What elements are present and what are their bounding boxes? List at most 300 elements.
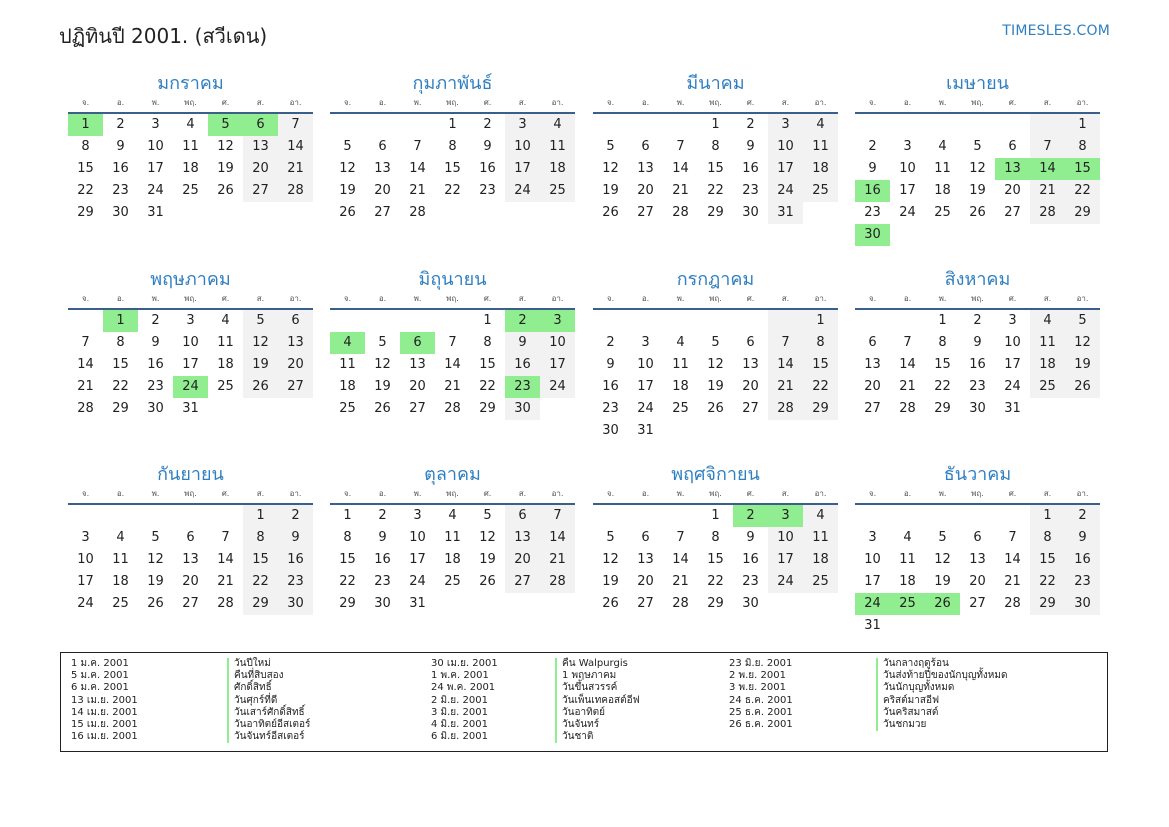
day-cell: 4 [540, 114, 575, 136]
day-cell: 23 [602, 401, 619, 416]
month-name: กันยายน [157, 464, 224, 485]
legend-date: 2 พ.ย. 2001 [729, 670, 786, 682]
weekday-label: ศ. [483, 98, 492, 107]
month-name: เมษายน [946, 73, 1009, 94]
weekday-label: อา. [814, 489, 827, 498]
day-cell: 31 [409, 596, 426, 611]
day-cell: 16 [742, 552, 759, 567]
day-cell: 6 [641, 530, 650, 545]
day-cell: 29 [479, 401, 496, 416]
empty-cell [960, 114, 995, 136]
day-cell: 12 [707, 357, 724, 372]
weekday-label: พฤ. [709, 489, 722, 498]
empty-cell [768, 593, 803, 615]
holiday-day-cell: 3 [768, 505, 803, 527]
empty-cell [435, 202, 470, 224]
day-cell: 13 [864, 357, 881, 372]
weekday-label: จ. [868, 98, 877, 107]
day-cell: 17 [147, 161, 164, 176]
day-cell: 3 [1008, 313, 1017, 328]
day-cell: 2 [116, 117, 125, 132]
empty-cell [208, 202, 243, 224]
day-cell: 20 [505, 549, 540, 571]
weekday-label: ส. [256, 294, 265, 303]
weekday-label: พฤ. [971, 98, 984, 107]
empty-cell [663, 420, 698, 442]
day-cell: 20 [969, 574, 986, 589]
holiday-day-cell: 13 [995, 158, 1030, 180]
empty-cell [803, 593, 838, 615]
day-cell: 9 [746, 139, 755, 154]
day-cell: 16 [278, 549, 313, 571]
weekday-header [330, 292, 575, 310]
day-cell: 4 [116, 530, 125, 545]
holiday-day-cell: 6 [243, 114, 278, 136]
legend-holiday-name: คริสต์มาสอีฟ [876, 695, 1008, 707]
day-cell: 24 [147, 183, 164, 198]
legend-date: 24 ธ.ค. 2001 [729, 694, 793, 706]
legend-dates-col-1 [71, 658, 138, 743]
day-cell: 25 [803, 571, 838, 593]
holiday-day-cell: 24 [855, 593, 890, 615]
day-cell: 4 [803, 505, 838, 527]
day-cell: 10 [77, 552, 94, 567]
empty-cell [243, 398, 278, 420]
empty-cell [540, 202, 575, 224]
empty-cell [505, 202, 540, 224]
day-cell: 30 [969, 401, 986, 416]
legend-date: 1 ม.ค. 2001 [71, 658, 129, 669]
day-cell: 24 [768, 571, 803, 593]
day-cell: 27 [1004, 205, 1021, 220]
empty-cell [208, 505, 243, 527]
day-cell: 30 [278, 593, 313, 615]
weekday-label: พ. [676, 294, 685, 303]
day-cell: 10 [182, 335, 199, 350]
weekday-label: อา. [814, 294, 827, 303]
weekday-label: พ. [676, 489, 685, 498]
day-cell: 20 [637, 183, 654, 198]
month-12 [855, 463, 1100, 637]
day-cell: 6 [378, 139, 387, 154]
weekday-label: พฤ. [184, 98, 197, 107]
day-cell: 5 [343, 139, 352, 154]
day-cell: 29 [339, 596, 356, 611]
day-cell: 5 [483, 508, 492, 523]
day-cell: 12 [479, 530, 496, 545]
day-cell: 23 [479, 183, 496, 198]
empty-cell [995, 505, 1030, 527]
day-cell: 5 [938, 530, 947, 545]
weekday-label: ส. [518, 294, 527, 303]
weekday-label: พ. [151, 294, 160, 303]
day-cell: 29 [934, 401, 951, 416]
month-name: มกราคม [157, 73, 224, 94]
empty-cell [925, 224, 960, 246]
day-cell: 21 [1004, 574, 1021, 589]
day-cell: 25 [934, 205, 951, 220]
empty-cell [890, 224, 925, 246]
legend-date: 6 ม.ค. 2001 [71, 682, 129, 694]
day-cell: 20 [864, 379, 881, 394]
legend-dates-col-3 [729, 658, 793, 731]
empty-cell [68, 505, 103, 527]
weekday-label: ศ. [746, 98, 755, 107]
day-cell: 7 [768, 332, 803, 354]
day-cell: 22 [112, 379, 129, 394]
weekday-label: อ. [903, 489, 912, 498]
day-cell: 26 [217, 183, 234, 198]
empty-cell [733, 310, 768, 332]
day-cell: 8 [938, 335, 947, 350]
day-cell: 6 [186, 530, 195, 545]
day-cell: 17 [864, 574, 881, 589]
empty-cell [435, 593, 470, 615]
day-cell: 28 [768, 398, 803, 420]
day-cell: 10 [409, 530, 426, 545]
day-grid [68, 310, 313, 420]
holiday-day-cell: 14 [1030, 158, 1065, 180]
day-cell: 20 [182, 574, 199, 589]
weekday-label: พ. [413, 98, 422, 107]
day-cell: 9 [483, 139, 492, 154]
empty-cell [365, 114, 400, 136]
day-cell: 13 [243, 136, 278, 158]
day-cell: 3 [903, 139, 912, 154]
day-cell: 4 [186, 117, 195, 132]
day-cell: 16 [602, 379, 619, 394]
empty-cell [435, 310, 470, 332]
day-cell: 27 [182, 596, 199, 611]
day-cell: 5 [711, 335, 720, 350]
day-cell: 15 [1030, 549, 1065, 571]
weekday-header [68, 292, 313, 310]
day-cell: 3 [768, 114, 803, 136]
day-cell: 18 [803, 549, 838, 571]
day-cell: 5 [243, 310, 278, 332]
weekday-header [593, 96, 838, 114]
weekday-label: จ. [81, 294, 90, 303]
holiday-day-cell: 26 [925, 593, 960, 615]
day-cell: 3 [868, 530, 877, 545]
day-cell: 17 [637, 379, 654, 394]
legend-date: 1 พ.ค. 2001 [431, 670, 489, 682]
weekday-label: ส. [781, 294, 790, 303]
weekday-label: ศ. [221, 294, 230, 303]
legend-names-col-3 [876, 658, 1008, 731]
empty-cell [663, 310, 698, 332]
day-cell: 8 [711, 139, 720, 154]
month-3 [593, 72, 838, 224]
weekday-label: อา. [1076, 489, 1089, 498]
day-cell: 8 [243, 527, 278, 549]
day-cell: 11 [934, 161, 951, 176]
month-name: กุมภาพันธ์ [412, 73, 493, 94]
month-name: กรกฎาคม [676, 269, 755, 290]
empty-cell [995, 224, 1030, 246]
empty-cell [803, 202, 838, 224]
day-cell: 1 [483, 313, 492, 328]
empty-cell [1030, 224, 1065, 246]
legend-names-col-1 [227, 658, 310, 743]
day-cell: 30 [112, 205, 129, 220]
day-cell: 12 [969, 161, 986, 176]
weekday-label: พฤ. [446, 489, 459, 498]
day-cell: 2 [746, 117, 755, 132]
weekday-label: ส. [256, 489, 265, 498]
day-cell: 2 [606, 335, 615, 350]
weekday-label: อา. [1076, 98, 1089, 107]
empty-cell [803, 420, 838, 442]
day-cell: 30 [374, 596, 391, 611]
day-cell: 13 [969, 552, 986, 567]
legend-holiday-name: วันจันทร์อีสเตอร์ [227, 731, 310, 743]
empty-cell [1030, 398, 1065, 420]
weekday-label: พ. [676, 98, 685, 107]
empty-cell [593, 114, 628, 136]
weekday-label: ส. [1043, 98, 1052, 107]
day-cell: 1 [343, 508, 352, 523]
day-cell: 23 [112, 183, 129, 198]
empty-cell [208, 398, 243, 420]
empty-cell [628, 114, 663, 136]
weekday-label: ศ. [746, 489, 755, 498]
day-cell: 16 [479, 161, 496, 176]
weekday-label: ส. [1043, 489, 1052, 498]
day-cell: 21 [444, 379, 461, 394]
day-cell: 9 [606, 357, 615, 372]
day-cell: 23 [742, 183, 759, 198]
day-cell: 19 [707, 379, 724, 394]
day-cell: 12 [602, 552, 619, 567]
day-cell: 14 [899, 357, 916, 372]
weekday-label: จ. [606, 489, 615, 498]
day-grid [855, 505, 1100, 637]
weekday-label: พฤ. [709, 294, 722, 303]
weekday-label: พ. [413, 294, 422, 303]
weekday-header [593, 292, 838, 310]
day-cell: 6 [973, 530, 982, 545]
day-cell: 8 [711, 530, 720, 545]
day-cell: 25 [803, 180, 838, 202]
empty-cell [68, 310, 103, 332]
day-cell: 18 [182, 161, 199, 176]
day-grid [855, 310, 1100, 420]
day-cell: 29 [112, 401, 129, 416]
month-11 [593, 463, 838, 615]
legend-holiday-name: วันจันทร์ [555, 719, 640, 731]
day-cell: 21 [768, 376, 803, 398]
weekday-label: พ. [151, 98, 160, 107]
day-cell: 3 [413, 508, 422, 523]
weekday-label: ส. [518, 489, 527, 498]
day-cell: 22 [1065, 180, 1100, 202]
holiday-day-cell: 16 [855, 180, 890, 202]
day-cell: 29 [803, 398, 838, 420]
day-cell: 11 [444, 530, 461, 545]
weekday-label: จ. [81, 98, 90, 107]
day-cell: 31 [768, 202, 803, 224]
day-cell: 12 [339, 161, 356, 176]
holiday-day-cell: 4 [330, 332, 365, 354]
day-cell: 27 [637, 205, 654, 220]
weekday-label: อ. [903, 294, 912, 303]
day-cell: 26 [602, 205, 619, 220]
empty-cell [628, 310, 663, 332]
weekday-label: ส. [1043, 294, 1052, 303]
day-cell: 10 [147, 139, 164, 154]
empty-cell [855, 310, 890, 332]
empty-cell [890, 615, 925, 637]
weekday-label: ส. [256, 98, 265, 107]
day-cell: 2 [378, 508, 387, 523]
weekday-label: ศ. [1008, 489, 1017, 498]
legend-date: 25 ธ.ค. 2001 [729, 706, 793, 718]
day-cell: 26 [339, 205, 356, 220]
day-cell: 26 [147, 596, 164, 611]
empty-cell [628, 505, 663, 527]
day-cell: 28 [409, 205, 426, 220]
holiday-day-cell: 1 [68, 114, 103, 136]
day-cell: 19 [217, 161, 234, 176]
day-cell: 26 [707, 401, 724, 416]
month-10 [330, 463, 575, 615]
weekday-label: พฤ. [184, 489, 197, 498]
day-cell: 5 [973, 139, 982, 154]
legend-holiday-name: ศักดิ์สิทธิ์ [227, 682, 310, 694]
day-cell: 14 [768, 354, 803, 376]
day-cell: 25 [182, 183, 199, 198]
legend-date: 23 มิ.ย. 2001 [729, 658, 793, 669]
day-cell: 19 [374, 379, 391, 394]
day-cell: 22 [77, 183, 94, 198]
day-cell: 28 [217, 596, 234, 611]
weekday-header [330, 487, 575, 505]
day-cell: 3 [505, 114, 540, 136]
day-cell: 21 [278, 158, 313, 180]
day-cell: 12 [147, 552, 164, 567]
empty-cell [1065, 398, 1100, 420]
day-cell: 12 [217, 139, 234, 154]
legend-holiday-name: วันชาติ [555, 731, 640, 743]
empty-cell [995, 114, 1030, 136]
day-cell: 17 [77, 574, 94, 589]
day-cell: 29 [77, 205, 94, 220]
day-cell: 9 [278, 527, 313, 549]
day-cell: 1 [938, 313, 947, 328]
day-cell: 8 [81, 139, 90, 154]
empty-cell [960, 224, 995, 246]
day-cell: 24 [768, 180, 803, 202]
day-grid [330, 505, 575, 615]
day-cell: 16 [969, 357, 986, 372]
weekday-label: อา. [551, 98, 564, 107]
day-cell: 1 [448, 117, 457, 132]
empty-cell [173, 505, 208, 527]
holiday-day-cell: 1 [103, 310, 138, 332]
day-cell: 24 [505, 180, 540, 202]
day-cell: 14 [672, 552, 689, 567]
empty-cell [540, 593, 575, 615]
empty-cell [470, 202, 505, 224]
day-cell: 18 [217, 357, 234, 372]
day-cell: 20 [243, 158, 278, 180]
day-cell: 19 [1065, 354, 1100, 376]
day-grid [593, 505, 838, 615]
day-grid [593, 310, 838, 442]
day-cell: 8 [116, 335, 125, 350]
day-cell: 31 [1004, 401, 1021, 416]
day-cell: 7 [448, 335, 457, 350]
holiday-day-cell: 3 [540, 310, 575, 332]
legend-date: 16 เม.ย. 2001 [71, 731, 138, 743]
day-cell: 6 [278, 310, 313, 332]
day-cell: 15 [803, 354, 838, 376]
empty-cell [855, 505, 890, 527]
weekday-label: จ. [868, 489, 877, 498]
legend-holiday-name: วันนักบุญทั้งหมด [876, 682, 1008, 694]
day-cell: 7 [676, 139, 685, 154]
weekday-label: ศ. [483, 294, 492, 303]
day-cell: 30 [742, 596, 759, 611]
day-cell: 15 [112, 357, 129, 372]
day-cell: 13 [742, 357, 759, 372]
day-cell: 18 [444, 552, 461, 567]
day-cell: 4 [803, 114, 838, 136]
day-cell: 14 [217, 552, 234, 567]
day-cell: 24 [1004, 379, 1021, 394]
weekday-label: จ. [81, 489, 90, 498]
empty-cell [365, 310, 400, 332]
day-cell: 9 [151, 335, 160, 350]
site-brand-link[interactable]: TIMESLES.COM [1002, 23, 1110, 39]
day-cell: 26 [1065, 376, 1100, 398]
weekday-label: พฤ. [709, 98, 722, 107]
weekday-label: อ. [116, 294, 125, 303]
weekday-header [68, 487, 313, 505]
day-cell: 15 [934, 357, 951, 372]
holiday-day-cell: 5 [208, 114, 243, 136]
day-cell: 29 [243, 593, 278, 615]
empty-cell [925, 615, 960, 637]
day-cell: 20 [637, 574, 654, 589]
day-cell: 15 [707, 552, 724, 567]
empty-cell [540, 398, 575, 420]
legend-holiday-name: วันชกมวย [876, 719, 1008, 731]
day-cell: 24 [899, 205, 916, 220]
empty-cell [925, 114, 960, 136]
weekday-label: อ. [641, 98, 650, 107]
day-cell: 25 [540, 180, 575, 202]
empty-cell [278, 398, 313, 420]
day-cell: 19 [339, 183, 356, 198]
day-cell: 28 [444, 401, 461, 416]
day-cell: 18 [934, 183, 951, 198]
day-cell: 21 [899, 379, 916, 394]
empty-cell [698, 420, 733, 442]
day-cell: 13 [409, 357, 426, 372]
day-cell: 24 [540, 376, 575, 398]
day-cell: 2 [1065, 505, 1100, 527]
day-cell: 25 [672, 401, 689, 416]
day-cell: 25 [339, 401, 356, 416]
weekday-header [855, 292, 1100, 310]
day-cell: 23 [374, 574, 391, 589]
empty-cell [173, 202, 208, 224]
day-cell: 22 [707, 574, 724, 589]
day-cell: 27 [243, 180, 278, 202]
day-cell: 23 [1065, 571, 1100, 593]
